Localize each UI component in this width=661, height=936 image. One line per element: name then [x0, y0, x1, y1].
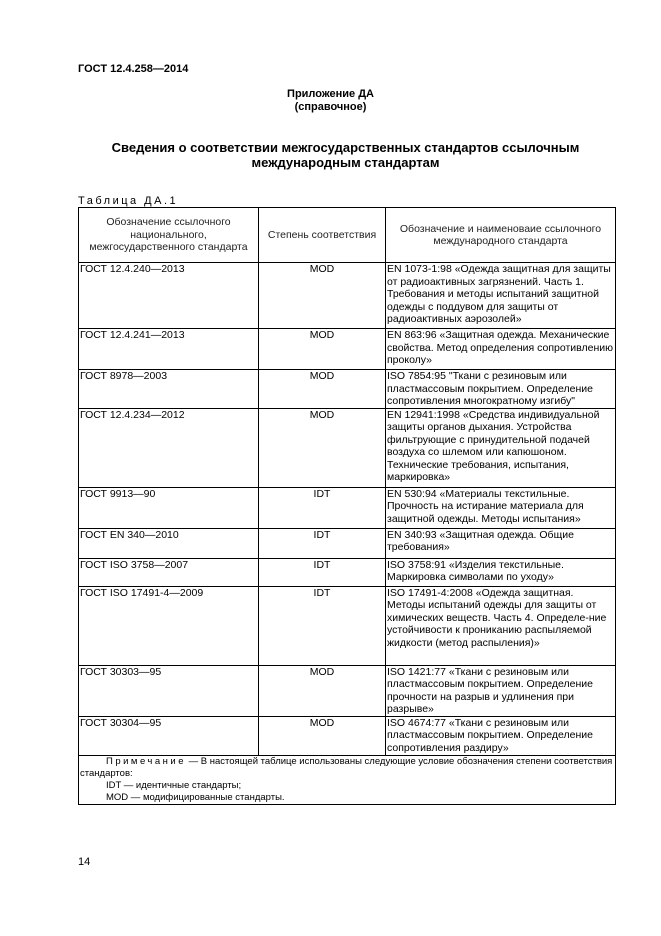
national-standard: ГОСТ 8978—2003	[79, 370, 259, 409]
correspondence-table	[78, 207, 616, 805]
international-standard: EN 863:96 «Защитная одежда. Механические свойства. Метод определения сопротивлению проколу»	[386, 329, 616, 370]
note-idt: IDT — идентичные стандарты;	[106, 779, 242, 791]
table-row	[79, 370, 616, 409]
international-standard: ISO 3758:91 «Изделия текстильные. Маркировка символами по уходу»	[386, 558, 616, 586]
degree: IDT	[259, 487, 386, 528]
table-note	[79, 755, 616, 804]
doc-code: ГОСТ 12.4.258—2014	[78, 63, 189, 75]
national-standard: ГОСТ 30304—95	[79, 716, 259, 755]
section-title	[90, 140, 601, 170]
international-standard: EN 340:93 «Защитная одежда. Общие требования»	[386, 528, 616, 558]
table-label: Таблица ДА.1	[78, 195, 179, 207]
degree: IDT	[259, 586, 386, 665]
table-row	[79, 558, 616, 586]
table-header-row	[79, 208, 616, 263]
header-national-standard: Обозначение ссылочного национального, межгосударственного стандарта	[79, 208, 259, 263]
annex-title: Приложение ДА	[287, 88, 374, 100]
note-label: Примечание	[106, 755, 186, 767]
table-row	[79, 665, 616, 716]
international-standard: ISO 4674:77 «Ткани с резиновым или пластмассовым покрытием. Определение сопротивления раздиру»	[386, 716, 616, 755]
national-standard: ГОСТ EN 340—2010	[79, 528, 259, 558]
degree: MOD	[259, 329, 386, 370]
degree: IDT	[259, 528, 386, 558]
degree: MOD	[259, 370, 386, 409]
table-row	[79, 716, 616, 755]
national-standard: ГОСТ ISO 3758—2007	[79, 558, 259, 586]
international-standard: ISO 7854:95 "Ткани с резиновым или пластмассовым покрытием. Определение сопротивления многократному изгибу"	[386, 370, 616, 409]
table-row	[79, 263, 616, 329]
national-standard: ГОСТ 9913—90	[79, 487, 259, 528]
international-standard: EN 12941:1998 «Средства индивидуальной защиты органов дыхания. Устройства фильтрующие с принудительной подачей воздуха со шлемом или капюшоном. Технические требования, испытания, маркировка»	[386, 408, 616, 487]
table-row	[79, 528, 616, 558]
international-standard: EN 1073-1:98 «Одежда защитная для защиты от радиоактивных загрязнений. Часть 1. Требования и методы испытаний защитной одежды с поддувом для защиты от радиоактивных аэрозолей»	[386, 263, 616, 329]
national-standard: ГОСТ 12.4.234—2012	[79, 408, 259, 487]
degree: MOD	[259, 716, 386, 755]
annex-subtitle: (справочное)	[294, 101, 367, 113]
table-row	[79, 329, 616, 370]
degree: MOD	[259, 665, 386, 716]
table-row	[79, 586, 616, 665]
table-row	[79, 487, 616, 528]
header-international-standard: Обозначение и наименоваие ссылочного международного стандарта	[386, 208, 616, 263]
degree: MOD	[259, 263, 386, 329]
section-title-line2: международным стандартам	[251, 155, 440, 170]
national-standard: ГОСТ 30303—95	[79, 665, 259, 716]
header-degree: Степень соответствия	[259, 208, 386, 263]
international-standard: EN 530:94 «Материалы текстильные. Прочность на истирание материала для защитной одежды. Методы испытания»	[386, 487, 616, 528]
degree: MOD	[259, 408, 386, 487]
national-standard: ГОСТ 12.4.240—2013	[79, 263, 259, 329]
table-row	[79, 408, 616, 487]
annex-heading	[0, 88, 661, 114]
national-standard: ГОСТ 12.4.241—2013	[79, 329, 259, 370]
international-standard: ISO 17491-4:2008 «Одежда защитная. Методы испытаний одежды для защиты от химических веществ. Часть 4. Определе-ние устойчивости к прониканию распыляемой жидкости (метод распыления)»	[386, 586, 616, 665]
degree: IDT	[259, 558, 386, 586]
page-number: 14	[78, 856, 91, 868]
international-standard: ISO 1421:77 «Ткани с резиновым или пластмассовым покрытием. Определение прочности на разрыв и удлинения при разрыве»	[386, 665, 616, 716]
note-mod: MOD — модифицированные стандарты.	[106, 791, 285, 803]
note-text	[80, 756, 614, 780]
national-standard: ГОСТ ISO 17491-4—2009	[79, 586, 259, 665]
note-body: — В настоящей таблице использованы следующие условие обозначения степени соответствия стандартов:	[80, 755, 613, 779]
table-note-row	[79, 755, 616, 804]
section-title-line1: Сведения о соответствии межгосударственных стандартов ссылочным	[111, 140, 580, 155]
